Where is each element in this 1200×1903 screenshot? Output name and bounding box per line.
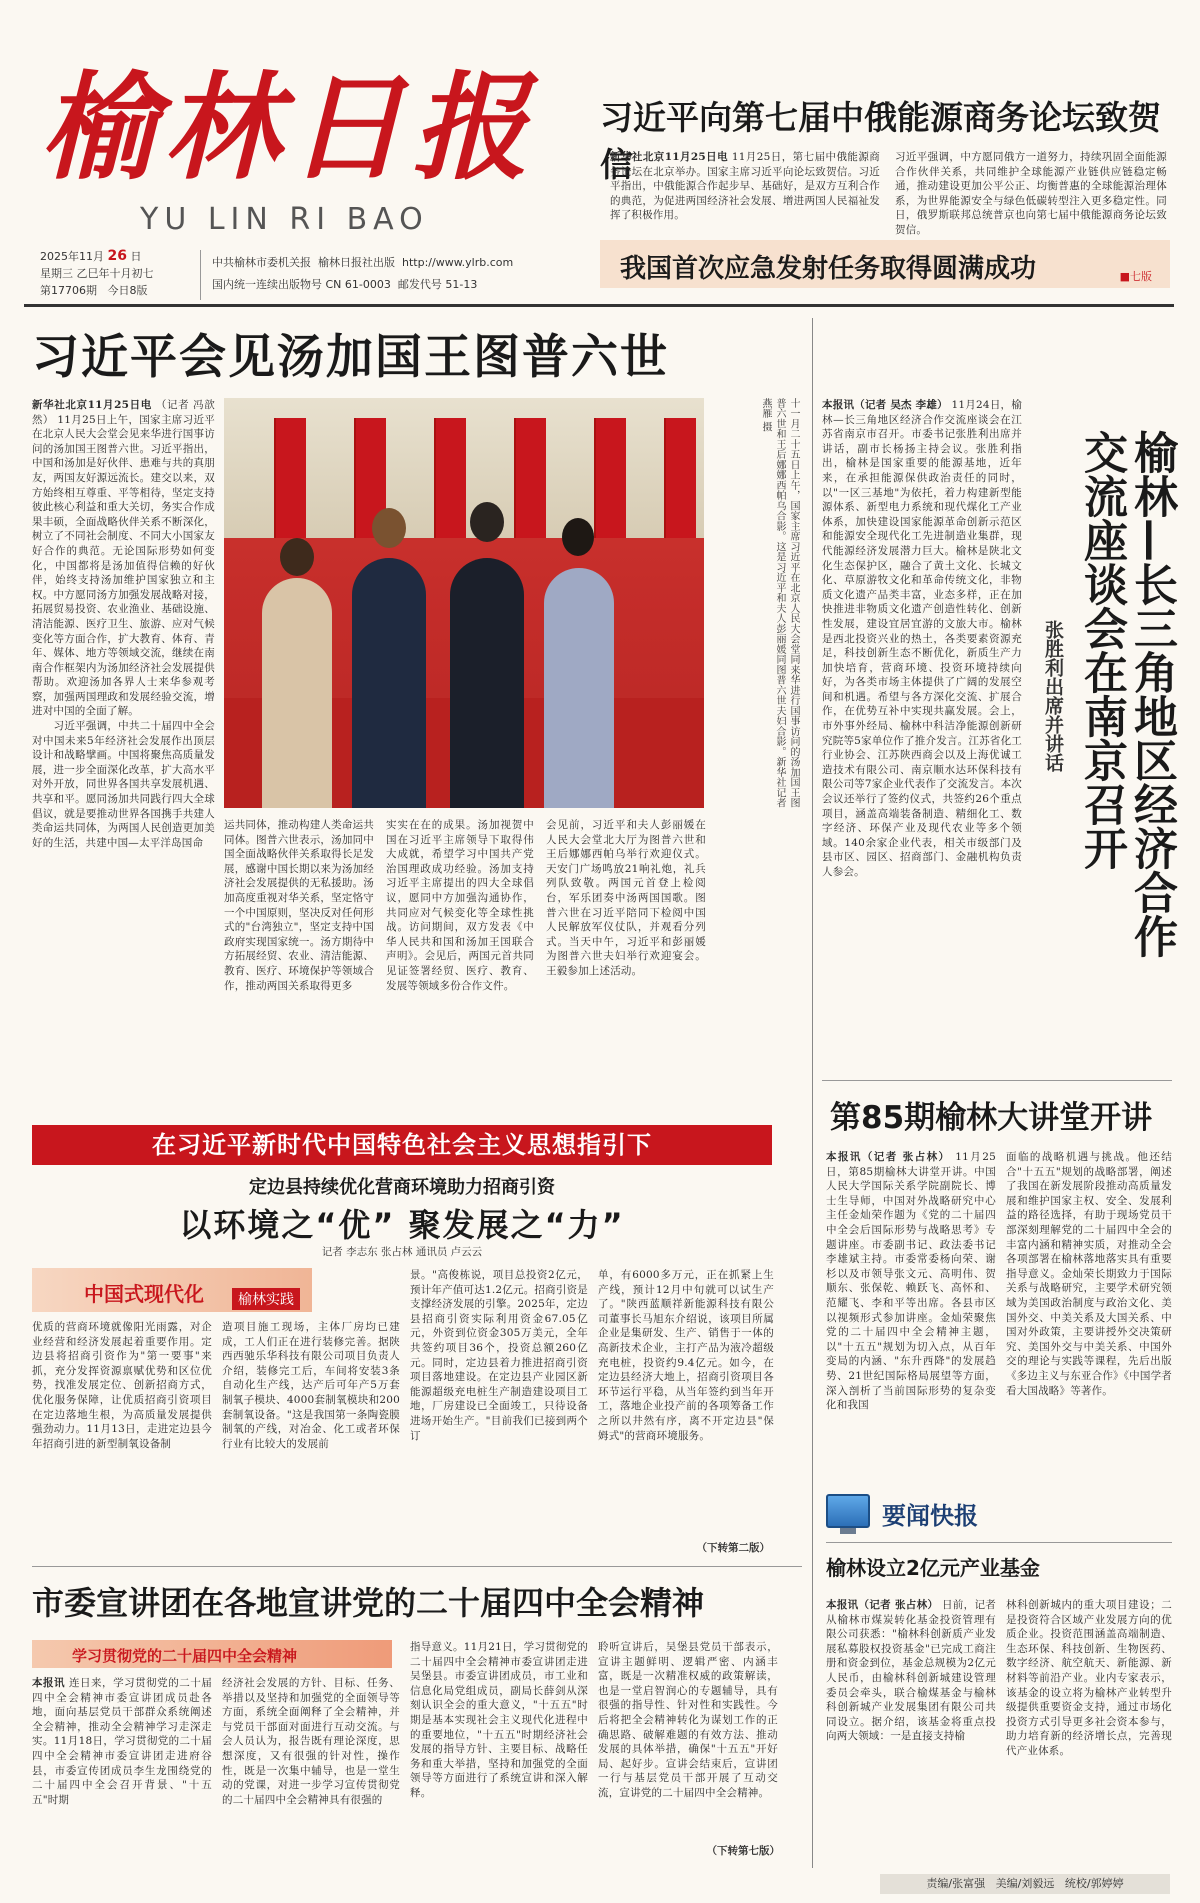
propaganda-col1-text: 连日来，学习贯彻党的二十届四中全会精神市委宣讲团成员赴各地，面向基层党员干部群众系统阐述全会精神，推动全会精神学习走深走实。11月18日，学习贯彻党的二十届四中全会精神市委宣讲团走进府谷县，市委宣传团成员李生龙围绕党的二十届四中全会召开背景、"十五五"时期 [32, 1677, 212, 1806]
person-head [372, 508, 406, 548]
lecture-col1 [826, 1150, 996, 1480]
news-brief-col1-text: 日前，记者从榆林市煤炭转化基金投资管理有限公司获悉："榆林科创新质产业发展私募股权投资基金"已完成工商注册和资金到位，基金总规模为2亿元人民币，由榆林科创新城建设管理委员会牵头，联合榆煤基金与榆林科创新城产业发展集团有限公司共同设立。据介绍，该基金将重点投向两大领域：一是直接支持榆 [826, 1599, 996, 1743]
news-brief-title: 要闻快报 [882, 1502, 978, 1530]
footer-editor: 责编/张富强 [926, 1877, 986, 1890]
propaganda-continued[interactable]: （下转第七版） [706, 1845, 780, 1857]
date-weekday: 星期三 乙巳年十月初七 [40, 267, 154, 280]
lead-photo-caption: 十一月二十五日上午，国家主席习近平在北京人民大会堂同来华进行国事访问的汤加国王图普六世和王后娜娜西帕乌合影。这是习近平和夫人彭丽媛同图普六世夫妇合影。新华社记者 燕雁 摄 [760, 398, 799, 808]
lead-byline: （记者 冯歆然） [32, 399, 216, 426]
flag-icon [664, 418, 696, 538]
right-story-headline: 榆林—长三角地区经济合作交流座谈会在南京召开 [1076, 430, 1177, 958]
dingbian-headline: 以环境之“优” 聚发展之“力” [179, 1206, 625, 1244]
flag-icon [514, 418, 546, 538]
theme-banner: 在习近平新时代中国特色社会主义思想指引下 [32, 1125, 772, 1165]
date-day: 26 [107, 248, 127, 264]
propaganda-lead: 本报讯 [32, 1677, 66, 1689]
news-brief-col2: 林科创新城内的重大项目建设；二是投资符合区域产业发展方向的优质企业。投资范围涵盖高端制造、生态环保、科技创新、生物医药、数字经济、航空航天、新能源、新材料等前沿产业。业内专家表示，该基金的设立将为榆林产业转型升级提供重要资金支持，通过市场化投资方式引导更多社会资本参与，助力培育新的经济增长点，完善现代产业体系。 [1006, 1599, 1172, 1757]
news-brief-byline: 本报讯（记者 张占林） [826, 1599, 939, 1611]
person-head [562, 518, 594, 556]
lecture-col1-text: 11月25日，第85期榆林大讲堂开讲。中国人民大学国际关系学院副院长、博士生导师，中国对外战略研究中心主任金灿荣作题为《党的二十届四中全会后国际形势与战略思考》专题讲座。市委副书记、政法委书记李雄斌主持。市委常委杨向荣、谢杉以及市领导张文元、高明伟、贺顺东、张保乾、赖跃飞、高怀和、范耀飞、李和平等出席。各县市区以视频形式参加讲座。金灿荣聚焦党的二十届四中全会精神主题，以"十五五"规划为切入点，从百年变局的内涵、"东升西降"的发展趋势、21世纪国际格局展望等方面，深入剖析了当前国际形势的复杂变化和我国 [826, 1151, 996, 1412]
date-month: 2025年11月 [40, 250, 104, 263]
propaganda-col2: 经济社会发展的方针、目标、任务、举措以及坚持和加强党的全面领导等方面，系统全面阐释了全会精神，并与党员干部面对面进行互动交流。与会人员认为，报告既有理论深度，思想深度，又有很强的针对性，操作性，既是一次集中辅导，也是一堂生动的党课，对进一步学习宣传贯彻党的二十届四中全会精神具有很强的 [222, 1677, 400, 1806]
flag-icon [594, 418, 626, 538]
lecture-col2: 面临的战略机遇与挑战。他还结合"十五五"规划的战略部署，阐述了我国在新发展阶段推动高质量发展和维护国家主权、安全、发展利益的路径选择，有助于现场党员干部深刻理解党的二十届四中全会的丰富内涵和精神实质，对推动全会各项部署在榆林落地落实具有重要指导意义。金灿荣长期致力于国际关系与战略研究，主要学术研究领域为美国政治制度与政治文化、美国外交、中美关系及大国关系、中国对外政策，主要讲授外交决策研究、美国外交与中美关系、中国外交的理论与实践等课程，先后出版《多边主义与东亚合作》《中国学者看大国战略》等著作。 [1006, 1151, 1172, 1397]
top-news-lead: 新华社北京11月25日电 [610, 151, 729, 163]
footer-designer: 美编/刘毅远 [995, 1877, 1055, 1890]
dingbian-byline: 记者 李志东 张占林 通讯员 卢云云 [321, 1246, 483, 1258]
right-story-byline: 本报讯（记者 吴杰 李雄） [822, 399, 948, 411]
press: 榆林日报社出版 [318, 256, 395, 269]
propaganda-tag-text: 学习贯彻党的二十届四中全会精神 [72, 1647, 298, 1665]
lead-col4: 会见前，习近平和夫人彭丽媛在人民大会堂北大厅为图普六世和王后娜娜西帕乌举行欢迎仪式。天安门广场鸣放21响礼炮，礼兵列队致敬。两国元首登上检阅台，军乐团奏中汤两国国歌。图普六世在习近平陪同下检阅中国人民解放军仪仗队，并观看分列式。当天中午，习近平和彭丽媛为图普六世夫妇举行欢迎宴会。王毅参加上述活动。 [546, 819, 706, 977]
right-story-body [822, 398, 1022, 1078]
masthead-date-block [40, 248, 230, 299]
masthead-divider [200, 250, 201, 300]
propaganda-top-rule [32, 1566, 802, 1567]
news-brief-headline: 榆林设立2亿元产业基金 [826, 1556, 1040, 1580]
dingbian-tag-main: 中国式现代化 [84, 1282, 204, 1306]
news-brief-header [826, 1490, 1172, 1540]
right-story-text: 11月24日，榆林—长三角地区经济合作交流座谈会在江苏省南京市召开。市委书记张胜利出席并讲话，副市长杨扬主持会议。张胜利指出，榆林是国家重要的能源基地，近年来，在承担能源保供政治责任的同时，以"一区三基地"为依托，着力构建新型能源体系、新型电力系统和现代煤化工产业体系，加快建设国家能源革命创新示范区和能源安全现代化工先进制造业集群，现代能源经济发展潜力巨大。榆林是陕北文化生态保护区，融合了黄土文化、长城文化、草原游牧文化和革命传统文化，非物质文化遗产品类丰富，业态多样，正在加快推进非物质文化遗产创造性转化、创新性发展，建设宜居宜游的文旅大市。榆林是西北投资兴业的热土，各类要素资源充足，科技创新生态不断优化，新质生产力加快培育，营商环境、投资环境持续向好，为各类市场主体提供了广阔的发展空间和机遇。希望与各方深化交流、扩展合作，在优势互补中实现共赢发展。会上，市外事外经局、榆林中科洁净能源创新研究院等5家单位作了推介发言。江苏省化工行业协会、江苏陕西商会以及上海优诚工造技术有限公司、南京顺水达环保科技有限公司等7家企业代表作了交流发言。本次会议还举行了签约仪式，共签约26个重点项目，涵盖高端装备制造、精细化工、数字经济、环保产业及现代农业等多个领域。140余家企业代表，相关市级部门及县市区、园区、招商部门、金融机构负责人参会。 [822, 399, 1022, 878]
top-news-col1-text: 11月25日，第七届中俄能源商务论坛在北京举办。国家主席习近平向论坛致贺信。习近平指出，中俄能源合作起步早、基础好，是双方互利合作的典范，为促进两国经济社会发展、增进两国人民福祉发挥了积极作用。 [610, 151, 880, 222]
top-banner-ref[interactable]: ■七版 [1119, 270, 1152, 283]
masthead-publisher-block [212, 252, 592, 296]
top-banner-title: 我国首次应急发射任务取得圆满成功 [620, 254, 1037, 284]
person-head [280, 538, 314, 576]
postal-code: 邮发代号 51-13 [397, 278, 478, 291]
lecture-top-rule [822, 1080, 1172, 1081]
dingbian-kicker: 定边县持续优化营商环境助力招商引资 [249, 1177, 555, 1198]
propaganda-col1 [32, 1676, 212, 1856]
masthead-title: 榆林日报 [40, 60, 536, 196]
propaganda-col4: 聆听宣讲后，吴堡县党员干部表示，宣讲主题鲜明、逻辑严密、内涵丰富，既是一次精准权威的政策解读，也是一堂启智润心的专题辅导，具有很强的指导性、针对性和实践性。今后将把全会精神转化为谋划工作的正确思路、破解难题的有效方法、推动发展的具体举措，确保"十五五"开好局、起好步。宣讲会结束后，宣讲团一行与基层党员干部开展了互动交流，宣讲党的二十届四中全会精神。 [598, 1641, 778, 1799]
news-brief-col1 [826, 1598, 996, 1848]
lecture-headline: 第85期榆林大讲堂开讲 [830, 1100, 1153, 1136]
date-day-unit: 日 [130, 250, 142, 263]
publisher: 中共榆林市委机关报 [212, 256, 311, 269]
dingbian-continued[interactable]: （下转第二版） [696, 1542, 770, 1554]
cn-number: 国内统一连续出版物号 CN 61-0003 [212, 278, 391, 291]
column-divider [812, 318, 813, 1868]
right-story-subhead: 张胜利出席并讲话 [1042, 620, 1064, 772]
computer-stand-icon [840, 1528, 856, 1534]
masthead-rule [24, 304, 1174, 307]
lead-col3: 实实在在的成果。汤加视贺中国在习近平主席领导下取得伟大成就，希望学习中国共产党治国理政成功经验。汤加支持习近平主席提出的四大全球倡议，愿同中方加强沟通协作，共同应对气候变化等全球性挑战。访问期间，双方发表《中华人民共和国和汤加王国联合声明》。会见后，两国元首共同见证签署经贸、医疗、教育、发展等领域多份合作文件。 [386, 819, 534, 992]
lead-photo [224, 398, 704, 808]
issue-number: 第17706期 [40, 284, 97, 297]
top-news-headline: 习近平向第七届中俄能源商务论坛致贺信 [600, 98, 1161, 184]
lead-dateline: 新华社北京11月25日电 [32, 399, 152, 411]
dingbian-col4: 单，有6000多万元，正在抓紧上生产线，预计12月中旬就可以试生产了。"陕西蓝顺祥新能源科技有限公司董事长马旭东介绍说，该项目所属企业是集研发、生产、销售于一体的高新技术企业，主打产品为液冷超级充电桩，投资约9.4亿元。如今，在定边县经济大地上，招商引资项目各环节运行平稳，从当年签约到当年开工，落地企业投产前的各项筹备工作之所以井然有序，离不开定边县"保姆式"的营商环境服务。 [598, 1269, 774, 1442]
masthead-pinyin: YU LIN RI BAO [140, 202, 429, 237]
top-banner-box [600, 240, 1170, 288]
masthead-logo [40, 60, 560, 250]
dingbian-column-tag [32, 1268, 312, 1312]
dingbian-col1: 优质的营商环境就像阳光雨露，对企业经营和经济发展起着重要作用。定边县将招商引资作为"第一要事"来抓，充分发挥资源禀赋优势和区位优势，找准发展定位、创新招商方式，优化服务保障，让优质招商引资项目在定边落地生根，为高质量发展提供强劲动力。11月13日，走进定边县今年招商引进的新型制氧设备制 [32, 1321, 212, 1450]
lead-col1b-text: 习近平强调，中共二十届四中全会对中国未来5年经济社会发展作出顶层设计和战略擘画。中国将聚焦高质量发展，进一步全面深化改革，扩大高水平对外开放，同世界各国共享发展机遇、共享和平。愿同汤加共同践行四大全球倡议，就是要推动世界各国携手共建人类命运共同体，为两国人民创造更加美好的生活，共建中国—太平洋岛国命 [32, 720, 216, 849]
propaganda-col3: 指导意义。11月21日，学习贯彻党的二十届四中全会精神市委宣讲团走进吴堡县。市委宣讲团成员，市工业和信息化局党组成员，副局长薛剑从深刻认识全会的重大意义，"十五五"时期是基本实现社会主义现代化进程中的重要地位，"十五五"时期经济社会发展的指导方针、主要目标、战略任务和重大举措，坚持和加强党的全面领导等方面进行了系统宣讲和深入解释。 [410, 1641, 588, 1799]
lead-col1-text: 11月25日上午，国家主席习近平在北京人民大会堂会见来华进行国事访问的汤加国王图普六世。习近平指出，中国和汤加是好伙伴、患难与共的真朋友，两国友好源远流长。建交以来，双方始终相互尊重、平等相待，坚定支持彼此核心利益和重大关切，务实合作成果丰硕，全面战略伙伴关系不断深化，树立了不同社会制度、不同大小国家友好合作的典范。无论国际形势如何变化，中国都将是汤加值得信赖的好伙伴，始终支持汤加维护国家独立和主权。中方愿同汤方加强发展战略对接，拓展贸易投资、农业渔业、基础设施、清洁能源、医疗卫生、旅游、应对气候变化等方面合作，扩大教育、体育、青年、媒体、地方等领域交流，继续在南南合作框架内为汤加经济社会发展提供帮助。欢迎汤加各界人士来华参观考察，加强两国理政和发展经验交流，增进对中国的全面了解。 [32, 413, 215, 718]
dingbian-col2: 造项目施工现场，主体厂房均已建成，工人们正在进行装修完善。据陕西西驰乐华科技有限公司项目负责人介绍，装修完工后，车间将安装3条自动化生产线，达产后可年产5万套制氧子模块、4000套制氧模块和200套制氧设备。"这是我国第一条陶瓷膜制氧的产线，对冶金、化工或者环保行业有比较大的发展前 [222, 1321, 400, 1450]
flag-icon [434, 418, 466, 538]
computer-icon [826, 1494, 870, 1528]
propaganda-column-tag [32, 1640, 392, 1668]
propaganda-headline: 市委宣讲团在各地宣讲党的二十届四中全会精神 [32, 1584, 705, 1622]
person-first-lady [544, 568, 614, 808]
person-queen [262, 578, 332, 808]
lecture-byline: 本报讯（记者 张占林） [826, 1151, 951, 1163]
news-brief-rule [826, 1542, 1172, 1543]
dingbian-col3: 景。"高俊栋说，项目总投资2亿元，预计年产值可达1.2亿元。招商引资是支撑经济发展的引擎。2025年，定边县招商引资实际利用资金67.05亿元，外资到位资金305万美元，全年共签约项目36个，投资总额260亿元。同时，定边县着力推进招商引资项目落地建设。在定边县产业园区新能源超级充电桩生产制造建设项目工地，厂房建设已全面竣工，只待设备进场开始生产。"目前我们已接到两个订 [410, 1269, 588, 1442]
person-head [470, 502, 504, 542]
footer-proofreader: 统校/郭婷婷 [1064, 1877, 1124, 1890]
person-king [352, 558, 426, 808]
top-news-col1 [610, 150, 880, 220]
lead-headline: 习近平会见汤加国王图普六世 [32, 330, 669, 385]
person-president [450, 558, 524, 808]
pages-count: 今日8版 [107, 284, 148, 297]
dingbian-tag-sub: 榆林实践 [232, 1288, 300, 1310]
lead-col2: 运共同体，推动构建人类命运共同体。图普六世表示，汤加同中国全面战略伙伴关系取得长足发展，感谢中国长期以来为汤加经济社会发展提供的无私援助。汤加高度重视对华关系，坚定恪守一个中国原则，坚决反对任何形式的"台湾独立"，坚定支持中国政府实现国家统一。汤方期待中方拓展经贸、农业、清洁能源、教育、医疗、环境保护等领域合作，推动两国关系取得更多 [224, 819, 374, 992]
top-news-col2: 习近平强调，中方愿同俄方一道努力，持续巩固全面能源合作伙伴关系，共同维护全球能源产业链供应链稳定畅通，推动建设更加公平公正、均衡普惠的全球能源治理体系，为世界能源安全与绿色低碳转型注入更多稳定性。同日，俄罗斯联邦总统普京也向第七届中俄能源商务论坛致贺信。 [895, 151, 1167, 236]
website-link[interactable]: http://www.ylrb.com [402, 256, 514, 269]
lead-col1 [32, 398, 215, 1103]
flag-icon [274, 418, 306, 538]
page-footer [880, 1874, 1170, 1894]
